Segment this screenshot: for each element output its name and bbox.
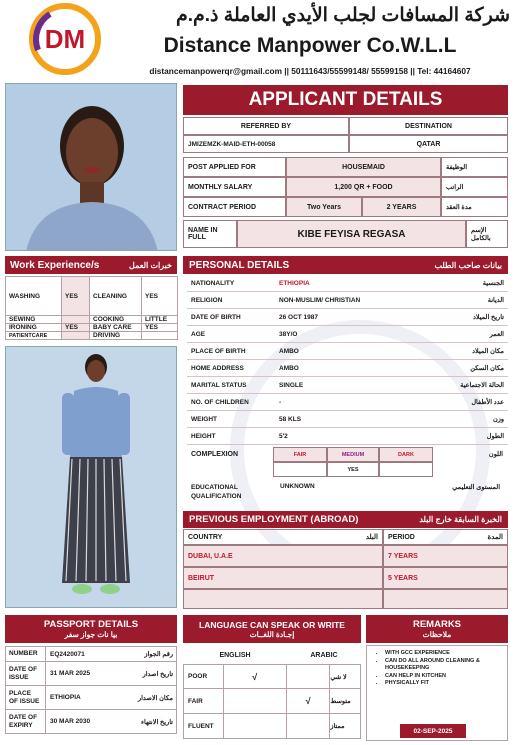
personal-label-ar: مكان السكن [470, 365, 504, 372]
education-ar: المستوى التعليمي [452, 484, 500, 491]
work-experience-title: Work Experience/s [10, 259, 100, 271]
applicant-portrait-photo [5, 83, 177, 251]
passport-label-line1: DATE OF [9, 665, 38, 673]
previous-employment-header [183, 511, 508, 528]
complexion-fair: FAIR [273, 447, 327, 462]
table-row [6, 277, 178, 316]
languages-header [183, 615, 361, 643]
personal-label: AGE [191, 330, 206, 338]
complexion-cell-empty-1 [273, 462, 327, 477]
language-level-label: FAIR [184, 689, 224, 713]
personal-value: AMBO [279, 347, 299, 355]
destination-value: QATAR [349, 135, 508, 153]
personal-row [187, 377, 508, 394]
passport-label-line1: DATE OF [9, 713, 38, 721]
remarks-list [367, 646, 507, 688]
passport-label-ar: تاريخ الانتهاء [140, 718, 173, 726]
passport-label-line2: ISSUE [9, 673, 29, 681]
personal-row [187, 326, 508, 343]
personal-row [187, 360, 508, 377]
skill-value: YES [62, 324, 90, 332]
personal-label: HEIGHT [191, 432, 216, 440]
personal-value: 38Y/O [279, 330, 298, 338]
passport-row [5, 646, 177, 662]
language-level-ar: لا شي [330, 673, 347, 681]
passport-header [5, 615, 177, 643]
personal-value: - [279, 398, 282, 406]
complexion-selected-mark: YES [327, 462, 379, 477]
education-label-line2: QUALIFICATION [191, 493, 242, 500]
employment-period-3 [383, 589, 508, 609]
company-contact: distancemanpowerqr@gmail.com || 50111643/55599148/ 55599158 || Tel: 44164607 [149, 66, 471, 76]
skill-value: YES [142, 277, 178, 316]
skill-name: COOKING [90, 316, 142, 324]
period-ar: المدة [487, 534, 503, 541]
language-row [183, 714, 361, 739]
skill-name: SEWING [6, 316, 62, 324]
personal-details-title: PERSONAL DETAILS [189, 259, 290, 271]
country-ar: البلد [365, 534, 378, 541]
personal-value: 58 KLS [279, 415, 302, 423]
language-english-mark: √ [224, 665, 287, 688]
personal-details-rows [187, 275, 508, 445]
skill-name: WASHING [6, 277, 62, 316]
employment-country-2: BEIRUT [183, 567, 383, 589]
passport-label-line1: PLACE [9, 689, 32, 697]
passport-title: PASSPORT DETAILS [43, 619, 139, 630]
personal-row [187, 275, 508, 292]
personal-label-ar: الحالة الاجتماعية [460, 382, 504, 389]
work-experience-title-ar: خبرات العمل [129, 260, 172, 270]
skill-name: DRIVING [90, 332, 142, 340]
work-experience-table [5, 276, 178, 340]
education-label-line1: EDUCATIONAL [191, 484, 238, 491]
complexion-medium: MEDIUM [327, 447, 379, 462]
passport-label-ar: رقم الجواز [144, 651, 173, 658]
table-row [6, 332, 178, 340]
passport-label-ar: تاريخ اصدار [142, 670, 173, 678]
destination-label: DESTINATION [349, 117, 508, 135]
remarks-title: REMARKS [412, 619, 462, 630]
skill-value [62, 332, 90, 340]
passport-row [5, 686, 177, 710]
personal-label-ar: مكان الميلاد [472, 348, 504, 355]
personal-row [187, 411, 508, 428]
employment-country-3 [183, 589, 383, 609]
personal-row [187, 309, 508, 326]
personal-value: AMBO [279, 364, 299, 372]
passport-label [6, 662, 46, 685]
language-level-label: POOR [184, 665, 224, 688]
personal-value: SINGLE [279, 381, 304, 389]
language-row [183, 689, 361, 714]
contract-label: CONTRACT PERIOD [183, 197, 286, 217]
company-name-en: Distance Manpower Co.W.L.L [163, 34, 457, 57]
passport-row [5, 662, 177, 686]
contract-value-1: Two Years [286, 197, 362, 217]
personal-label-ar: الديانة [487, 297, 504, 304]
employment-period-header [383, 529, 508, 545]
logo-letters: DM [44, 24, 86, 54]
personal-label-ar: الجنسية [482, 280, 504, 287]
employment-period-1: 7 YEARS [383, 545, 508, 567]
languages-title: LANGUAGE CAN SPEAK OR WRITE [199, 619, 345, 630]
passport-label-line1: NUMBER [9, 650, 38, 657]
passport-label [6, 710, 46, 733]
personal-row [187, 292, 508, 309]
employment-period-2: 5 YEARS [383, 567, 508, 589]
employment-country-header [183, 529, 383, 545]
full-name-value: KIBE FEYISA REGASA [237, 220, 466, 248]
period-label: PERIOD [388, 533, 415, 541]
remark-item: • CAN DO ALL AROUND CLEANING & HOUSEKEEPING [385, 658, 501, 673]
applicant-full-body-photo [5, 346, 177, 608]
passport-rows [5, 646, 177, 734]
company-logo [28, 2, 102, 76]
name-label [183, 220, 237, 248]
post-label: POST APPLIED FOR [183, 157, 286, 177]
contract-ar: مدة العقد [441, 197, 508, 217]
languages-title-ar: إجـادة اللغــات [249, 629, 295, 639]
personal-row [187, 428, 508, 445]
personal-label: DATE OF BIRTH [191, 313, 241, 321]
remarks-header [366, 615, 508, 643]
passport-value: 31 MAR 2025 [50, 670, 91, 677]
personal-details-title-ar: بيانات صاحب الطلب [434, 260, 502, 270]
remark-item: • WITH GCC EXPERIENCE [385, 650, 501, 658]
personal-label-ar: الطول [486, 433, 504, 440]
skill-name: IRONING [6, 324, 62, 332]
skill-value [62, 316, 90, 324]
post-value: HOUSEMAID [286, 157, 441, 177]
personal-label: MARITAL STATUS [191, 381, 247, 389]
passport-row [5, 710, 177, 734]
personal-label-ar: العمر [489, 331, 504, 338]
skill-value: YES [142, 324, 178, 332]
skill-name: PATIENTCARE [6, 332, 62, 340]
complexion-label: COMPLEXION [191, 451, 239, 458]
referred-by-label: REFERRED BY [183, 117, 349, 135]
language-level-ar: ممتاز [330, 723, 345, 730]
personal-label: HOME ADDRESS [191, 364, 244, 372]
passport-label-line2: EXPIRY [9, 721, 33, 729]
previous-employment-title-ar: الخبرة السابقة خارج البلد [419, 515, 502, 524]
personal-label-ar: تاريخ الميلاد [472, 314, 504, 321]
passport-value: ETHIOPIA [50, 694, 81, 701]
personal-value: ETHIOPIA [279, 279, 310, 287]
language-level-label: FLUENT [184, 714, 224, 738]
post-ar: الوظيفة [441, 157, 508, 177]
complexion-cell-empty-2 [379, 462, 433, 477]
name-ar-line1: الإسم [471, 227, 487, 234]
skill-name: BABY CARE [90, 324, 142, 332]
language-level-ar: متوسط [330, 698, 351, 705]
personal-label: RELIGION [191, 296, 223, 304]
passport-value: 30 MAR 2030 [50, 718, 91, 725]
employment-country-1: DUBAI, U.A.E [183, 545, 383, 567]
salary-ar: الراتب [441, 177, 508, 197]
referred-by-value: JMIZEMZK-MAID-ETH-00058 [183, 135, 349, 153]
personal-row [187, 394, 508, 411]
personal-value: NON-MUSLIM/ CHRISTIAN [279, 296, 361, 304]
complexion-dark: DARK [379, 447, 433, 462]
passport-label [6, 686, 46, 709]
passport-label-line2: OF ISSUE [9, 697, 40, 705]
skill-value: LITTLE [142, 316, 178, 324]
name-label-line1: NAME IN [188, 227, 218, 234]
personal-label: NO. OF CHILDREN [191, 398, 249, 406]
passport-title-ar: بيا نات جواز سفر [64, 630, 118, 639]
personal-label-ar: وزن [492, 416, 504, 423]
country-label: COUNTRY [188, 533, 223, 541]
complexion-ar: اللون [488, 451, 503, 458]
personal-row [187, 343, 508, 360]
skill-value [142, 332, 178, 340]
remarks-date: 02-SEP-2025 [400, 724, 466, 738]
name-label-line2: FULL [188, 234, 206, 241]
personal-value: 5'2 [279, 432, 288, 440]
personal-label: PLACE OF BIRTH [191, 347, 246, 355]
education-value: UNKNOWN [280, 483, 315, 490]
skill-value: YES [62, 277, 90, 316]
language-arabic-mark [287, 665, 330, 688]
salary-value: 1,200 QR + FOOD [286, 177, 441, 197]
name-ar-line2: بالكامل [471, 235, 491, 242]
skill-name: CLEANING [90, 277, 142, 316]
personal-details-header [183, 256, 508, 274]
page-title: APPLICANT DETAILS [183, 85, 508, 115]
remark-item: • PHYSICALLY FIT [385, 680, 501, 688]
passport-label-ar: مكان الاصدار [137, 694, 173, 702]
passport-label [6, 647, 46, 661]
company-name-ar: شركة المسافات لجلب الأيدي العاملة ذ.م.م [175, 5, 510, 26]
work-experience-header [5, 256, 177, 274]
personal-label: NATIONALITY [191, 279, 235, 287]
language-arabic-mark: √ [287, 689, 330, 713]
table-row [6, 324, 178, 332]
salary-label: MONTHLY SALARY [183, 177, 286, 197]
language-arabic-mark [287, 714, 330, 738]
remarks-title-ar: ملاحظات [422, 630, 452, 639]
language-english-mark [224, 689, 287, 713]
language-col-english: ENGLISH [219, 651, 251, 659]
previous-employment-title: PREVIOUS EMPLOYMENT (ABROAD) [189, 514, 359, 525]
personal-value: 26 OCT 1987 [279, 313, 319, 321]
contract-value-2: 2 YEARS [362, 197, 441, 217]
personal-label: WEIGHT [191, 415, 217, 423]
table-row [6, 316, 178, 324]
language-rows [183, 664, 361, 739]
name-ar [466, 220, 508, 248]
personal-label-ar: عدد الأطفال [471, 399, 504, 406]
language-col-arabic: ARABIC [310, 651, 338, 659]
language-row [183, 664, 361, 689]
remark-item: • CAN HELP IN KITCHEN [385, 673, 501, 681]
passport-value: EQ2420071 [50, 650, 85, 658]
education-label [191, 483, 241, 501]
language-english-mark [224, 714, 287, 738]
